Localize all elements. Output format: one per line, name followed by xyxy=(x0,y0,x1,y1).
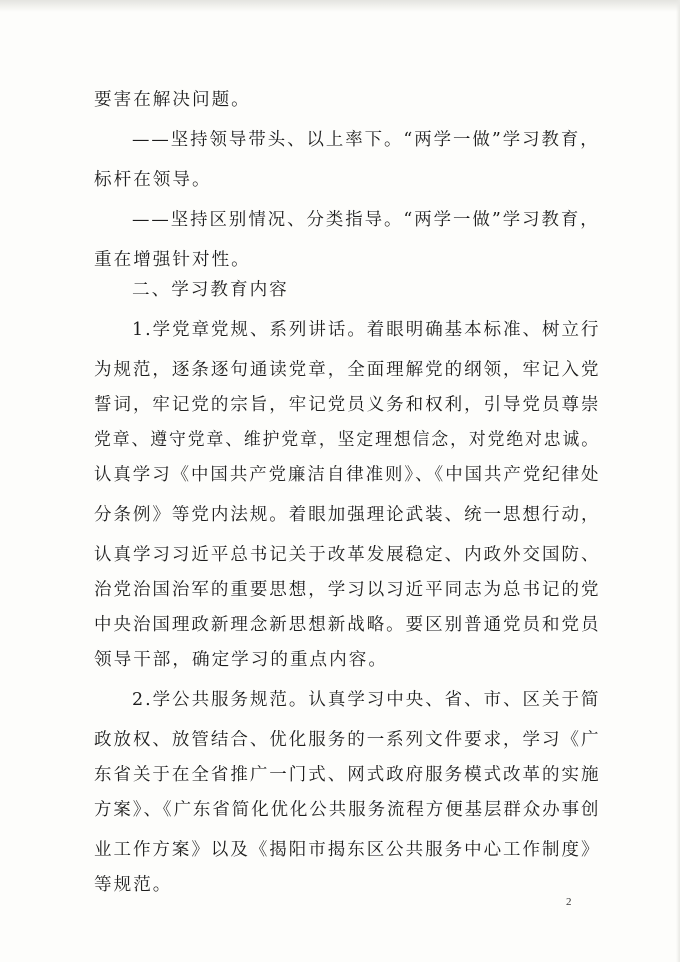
scan-edge xyxy=(676,0,680,962)
text-line: 2.学公共服务规范。认真学习中央、省、市、区关于简 xyxy=(132,690,601,710)
text-line: 中央治国理政新理念新思想新战略。要区别普通党员和党员 xyxy=(94,615,601,635)
page-number: 2 xyxy=(566,896,572,908)
text-line: 誓词，牢记党的宗旨，牢记党员义务和权利，引导党员尊崇 xyxy=(94,395,601,415)
text-line: 认真学习习近平总书记关于改革发展稳定、内政外交国防、 xyxy=(94,545,601,565)
text-line: 领导干部，确定学习的重点内容。 xyxy=(94,650,388,670)
text-line: ——坚持区别情况、分类指导。“两学一做”学习教育， xyxy=(132,210,600,230)
text-line: 分条例》等党内法规。着眼加强理论武装、统一思想行动， xyxy=(94,505,601,525)
text-line: 东省关于在全省推广一门式、网式政府服务模式改革的实施 xyxy=(94,765,601,785)
text-line: 1.学党章党规、系列讲话。着眼明确基本标准、树立行 xyxy=(132,320,601,340)
text-line: 认真学习《中国共产党廉洁自律准则》、《中国共产党纪律处 xyxy=(94,465,601,485)
text-line: 政放权、放管结合、优化服务的一系列文件要求，学习《广 xyxy=(94,730,601,750)
text-line: 党章、遵守党章、维护党章，坚定理想信念，对党绝对忠诚。 xyxy=(94,430,601,450)
text-line: 要害在解决问题。 xyxy=(94,90,251,110)
text-line: 等规范。 xyxy=(94,875,173,895)
scan-shadow xyxy=(0,0,680,12)
text-line: 为规范，逐条逐句通读党章，全面理解党的纲领，牢记入党 xyxy=(94,360,601,380)
text-line: 重在增强针对性。 xyxy=(94,250,251,270)
text-line: 业工作方案》以及《揭阳市揭东区公共服务中心工作制度》 xyxy=(94,840,601,860)
text-line: ——坚持领导带头、以上率下。“两学一做”学习教育， xyxy=(132,130,600,150)
text-line: 标杆在领导。 xyxy=(94,170,212,190)
section-heading: 二、学习教育内容 xyxy=(132,280,289,300)
text-line: 方案》、《广东省简化优化公共服务流程方便基层群众办事创 xyxy=(94,800,601,820)
text-line: 治党治国治军的重要思想，学习以习近平同志为总书记的党 xyxy=(94,580,601,600)
